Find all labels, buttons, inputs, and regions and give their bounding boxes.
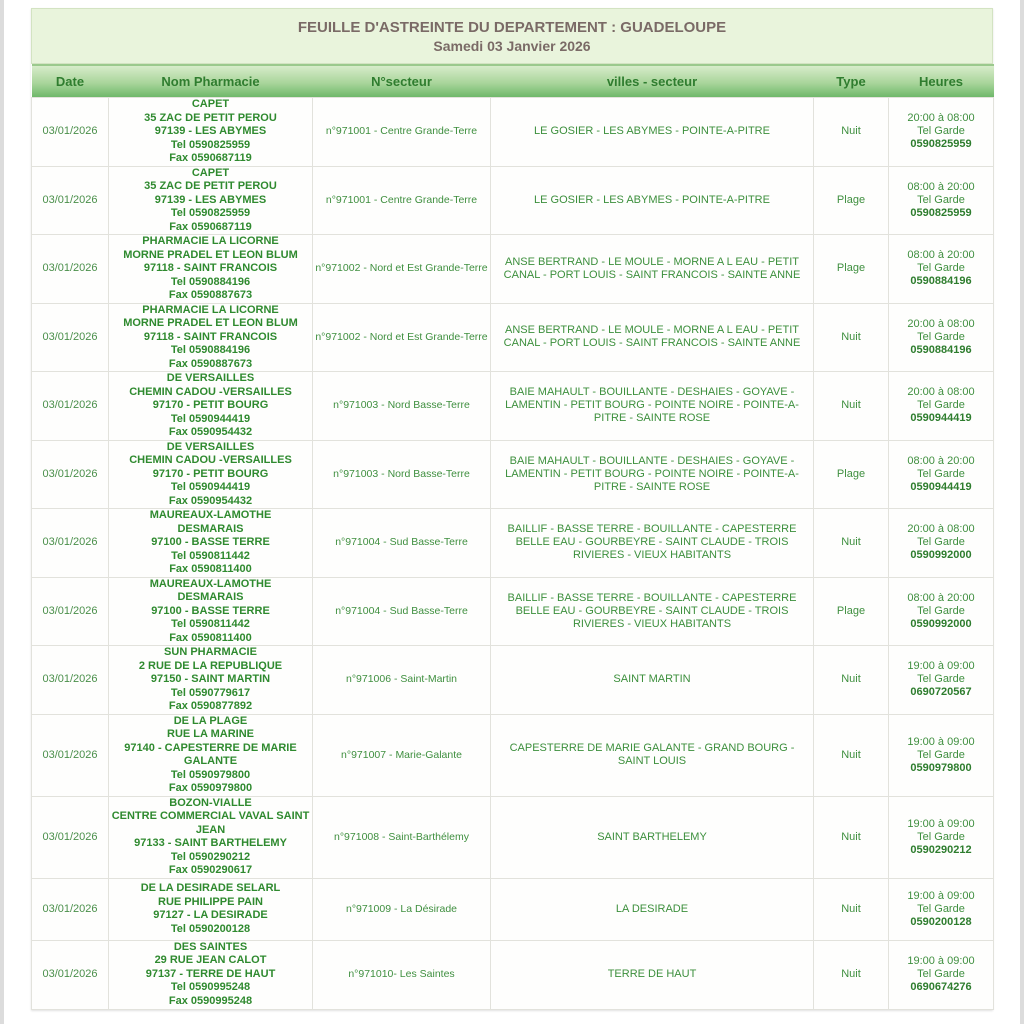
hours-range: 08:00 à 20:00 <box>907 454 975 467</box>
table-row <box>32 646 994 715</box>
tel-label: Tel Garde <box>917 125 965 138</box>
pharmacy-line: 97127 - LA DESIRADE <box>153 909 268 921</box>
col-header-hours: Heures <box>889 65 994 98</box>
on-call-phone: 0590944419 <box>910 412 972 425</box>
table-row <box>32 796 994 878</box>
cell-sector: n°971004 - Sud Basse-Terre <box>313 577 491 646</box>
pharmacy-line: Fax 0590887673 <box>168 357 253 370</box>
hours-range: 19:00 à 09:00 <box>907 817 975 830</box>
pharmacy-line: Tel 0590825959 <box>170 138 251 151</box>
pharmacy-line: DESMARAIS <box>177 522 244 535</box>
cell-sector: n°971001 - Centre Grande-Terre <box>313 166 491 235</box>
cell-pharmacy <box>109 796 313 878</box>
cell-pharmacy <box>109 878 313 940</box>
cell-sector: n°971008 - Saint-Barthélemy <box>313 796 491 878</box>
page-title: FEUILLE D'ASTREINTE DU DEPARTEMENT : GUADELOUPE <box>297 19 727 36</box>
pharmacy-line: DESMARAIS <box>177 591 244 603</box>
pharmacy-line: PHARMACIE LA LICORNE <box>142 303 279 316</box>
cell-pharmacy <box>109 166 313 235</box>
cell-sector: n°971001 - Centre Grande-Terre <box>313 98 491 167</box>
pharmacy-line: Tel 0590779617 <box>170 686 251 699</box>
pharmacy-line: 2 RUE DE LA REPUBLIQUE <box>138 659 283 672</box>
pharmacy-line: Fax 0590877892 <box>168 700 253 712</box>
cell-date: 03/01/2026 <box>32 796 109 878</box>
pharmacy-line: 97139 - LES ABYMES <box>154 125 267 137</box>
cell-pharmacy <box>109 509 313 578</box>
cell-hours <box>889 714 994 796</box>
cell-hours <box>889 878 994 940</box>
tel-label: Tel Garde <box>917 902 965 915</box>
cell-towns: LE GOSIER - LES ABYMES - POINTE-A-PITRE <box>491 166 814 235</box>
pharmacy-line: PHARMACIE LA LICORNE <box>142 235 279 247</box>
pharmacy-line: CAPET <box>191 166 230 179</box>
pharmacy-line: 97100 - BASSE TERRE <box>151 536 270 548</box>
cell-pharmacy <box>109 372 313 441</box>
pharmacy-line: MORNE PRADEL ET LEON BLUM <box>123 248 298 261</box>
table-row <box>32 878 994 940</box>
pharmacy-line: DE VERSAILLES <box>166 440 255 453</box>
cell-pharmacy <box>109 940 313 1009</box>
cell-towns: BAIE MAHAULT - BOUILLANTE - DESHAIES - GOYAVE - LAMENTIN - PETIT BOURG - POINTE NOIRE - POINTE-A-PITRE - SAINTE ROSE <box>491 372 814 441</box>
col-header-date: Date <box>32 65 109 98</box>
cell-date: 03/01/2026 <box>32 98 109 167</box>
tel-label: Tel Garde <box>917 604 965 617</box>
cell-type: Nuit <box>814 372 889 441</box>
pharmacy-line: RUE LA MARINE <box>167 728 254 740</box>
cell-type: Nuit <box>814 796 889 878</box>
cell-sector: n°971006 - Saint-Martin <box>313 646 491 715</box>
cell-date: 03/01/2026 <box>32 303 109 372</box>
pharmacy-line: RUE PHILIPPE PAIN <box>158 895 263 908</box>
on-call-phone: 0590200128 <box>910 915 972 928</box>
pharmacy-line: Fax 0590687119 <box>169 152 252 164</box>
table-row <box>32 509 994 578</box>
pharmacy-line: 97139 - LES ABYMES <box>154 193 267 206</box>
pharmacy-line: Tel 0590979800 <box>170 768 251 781</box>
pharmacy-line: Tel 0590995248 <box>170 981 251 994</box>
table-header-row <box>32 65 994 98</box>
table-row <box>32 440 994 509</box>
table-row <box>32 577 994 646</box>
on-call-phone: 0590992000 <box>910 617 972 630</box>
pharmacy-line: 35 ZAC DE PETIT PEROU <box>144 180 277 192</box>
cell-towns: SAINT MARTIN <box>491 646 814 715</box>
cell-hours <box>889 235 994 304</box>
on-call-phone: 0590944419 <box>910 480 972 493</box>
tel-label: Tel Garde <box>917 330 965 343</box>
pharmacy-line: MAUREAUX-LAMOTHE <box>149 577 272 590</box>
pharmacy-table <box>31 64 994 1010</box>
on-call-phone: 0690674276 <box>910 981 972 993</box>
cell-type: Nuit <box>814 98 889 167</box>
on-call-phone: 0590884196 <box>910 343 972 356</box>
pharmacy-line: 97118 - SAINT FRANCOIS <box>143 262 278 274</box>
cell-sector: n°971007 - Marie-Galante <box>313 714 491 796</box>
cell-date: 03/01/2026 <box>32 509 109 578</box>
cell-date: 03/01/2026 <box>32 940 109 1009</box>
tel-label: Tel Garde <box>917 467 965 480</box>
pharmacy-line: 97100 - BASSE TERRE <box>151 604 270 617</box>
cell-sector: n°971010- Les Saintes <box>313 940 491 1009</box>
cell-type: Plage <box>814 166 889 235</box>
pharmacy-line: 29 RUE JEAN CALOT <box>154 954 267 967</box>
pharmacy-line: Tel 0590811442 <box>171 549 250 562</box>
table-row <box>32 303 994 372</box>
cell-hours <box>889 940 994 1009</box>
cell-date: 03/01/2026 <box>32 372 109 441</box>
col-header-towns: villes - secteur <box>491 65 814 98</box>
cell-hours <box>889 646 994 715</box>
cell-towns: BAILLIF - BASSE TERRE - BOUILLANTE - CAPESTERRE BELLE EAU - GOURBEYRE - SAINT CLAUDE - TROIS RIVIERES - VIEUX HABITANTS <box>491 509 814 578</box>
pharmacy-line: DE LA DESIRADE SELARL <box>140 882 281 894</box>
cell-sector: n°971003 - Nord Basse-Terre <box>313 440 491 509</box>
cell-hours <box>889 577 994 646</box>
pharmacy-line: 97140 - CAPESTERRE DE MARIE GALANTE <box>124 741 297 767</box>
on-call-phone: 0590992000 <box>910 549 972 562</box>
hours-range: 08:00 à 20:00 <box>907 249 975 262</box>
pharmacy-line: Tel 0590825959 <box>170 207 251 219</box>
pharmacy-line: CHEMIN CADOU -VERSAILLES <box>129 385 292 398</box>
cell-pharmacy <box>109 440 313 509</box>
col-header-type: Type <box>814 65 889 98</box>
cell-towns: LE GOSIER - LES ABYMES - POINTE-A-PITRE <box>491 98 814 167</box>
hours-range: 20:00 à 08:00 <box>907 523 975 536</box>
on-call-phone: 0690720567 <box>910 686 972 699</box>
col-header-sector: N°secteur <box>313 65 491 98</box>
cell-towns: TERRE DE HAUT <box>491 940 814 1009</box>
pharmacy-line: 35 ZAC DE PETIT PEROU <box>144 111 277 124</box>
cell-sector: n°971002 - Nord et Est Grande-Terre <box>313 235 491 304</box>
pharmacy-line: MAUREAUX-LAMOTHE <box>149 509 272 521</box>
cell-pharmacy <box>109 646 313 715</box>
page-edge-left <box>0 0 4 1024</box>
sheet-header <box>31 8 993 64</box>
cell-type: Nuit <box>814 940 889 1009</box>
pharmacy-line: Tel 0590944419 <box>170 412 251 425</box>
pharmacy-line: Fax 0590687119 <box>169 220 252 233</box>
tel-label: Tel Garde <box>917 830 965 843</box>
cell-hours <box>889 509 994 578</box>
pharmacy-line: Tel 0590290212 <box>170 850 251 863</box>
pharmacy-line: SUN PHARMACIE <box>164 646 257 658</box>
pharmacy-line: 97150 - SAINT MARTIN <box>150 673 271 685</box>
hours-range: 19:00 à 09:00 <box>907 889 975 902</box>
table-row <box>32 98 994 167</box>
cell-date: 03/01/2026 <box>32 646 109 715</box>
cell-towns: BAILLIF - BASSE TERRE - BOUILLANTE - CAPESTERRE BELLE EAU - GOURBEYRE - SAINT CLAUDE - TROIS RIVIERES - VIEUX HABITANTS <box>491 577 814 646</box>
cell-date: 03/01/2026 <box>32 235 109 304</box>
on-call-phone: 0590825959 <box>910 138 972 151</box>
pharmacy-line: Fax 0590954432 <box>168 494 253 507</box>
pharmacy-line: Fax 0590811400 <box>169 631 252 644</box>
cell-hours <box>889 440 994 509</box>
tel-label: Tel Garde <box>917 968 965 980</box>
on-call-phone: 0590884196 <box>910 275 972 288</box>
cell-pharmacy <box>109 577 313 646</box>
cell-date: 03/01/2026 <box>32 714 109 796</box>
cell-type: Plage <box>814 440 889 509</box>
col-header-pharmacy: Nom Pharmacie <box>109 65 313 98</box>
tel-label: Tel Garde <box>917 262 965 275</box>
cell-hours <box>889 166 994 235</box>
cell-towns: CAPESTERRE DE MARIE GALANTE - GRAND BOURG - SAINT LOUIS <box>491 714 814 796</box>
on-call-phone: 0590825959 <box>910 206 972 219</box>
cell-hours <box>889 303 994 372</box>
cell-type: Nuit <box>814 509 889 578</box>
table-row <box>32 940 994 1009</box>
cell-date: 03/01/2026 <box>32 166 109 235</box>
pharmacy-line: Fax 0590979800 <box>168 782 253 794</box>
pharmacy-line: 97137 - TERRE DE HAUT <box>145 967 276 980</box>
pharmacy-line: Tel 0590200128 <box>170 922 251 935</box>
hours-range: 08:00 à 20:00 <box>907 591 975 604</box>
pharmacy-line: Tel 0590811442 <box>171 618 250 630</box>
on-call-phone: 0590290212 <box>910 843 972 856</box>
cell-towns: ANSE BERTRAND - LE MOULE - MORNE A L EAU - PETIT CANAL - PORT LOUIS - SAINT FRANCOIS - SAINTE ANNE <box>491 303 814 372</box>
cell-hours <box>889 98 994 167</box>
pharmacy-line: DE LA PLAGE <box>173 714 248 727</box>
hours-range: 20:00 à 08:00 <box>907 112 975 125</box>
pharmacy-line: DES SAINTES <box>173 940 248 953</box>
pharmacy-line: Fax 0590954432 <box>168 426 253 438</box>
tel-label: Tel Garde <box>917 748 965 761</box>
cell-type: Nuit <box>814 646 889 715</box>
cell-date: 03/01/2026 <box>32 577 109 646</box>
cell-date: 03/01/2026 <box>32 878 109 940</box>
table-row <box>32 166 994 235</box>
pharmacy-line: 97118 - SAINT FRANCOIS <box>143 330 278 343</box>
hours-range: 19:00 à 09:00 <box>907 735 975 748</box>
cell-pharmacy <box>109 235 313 304</box>
hours-range: 19:00 à 09:00 <box>907 660 975 673</box>
table-row <box>32 372 994 441</box>
pharmacy-line: 97170 - PETIT BOURG <box>152 467 269 480</box>
pharmacy-line: CHEMIN CADOU -VERSAILLES <box>129 454 292 466</box>
cell-pharmacy <box>109 303 313 372</box>
pharmacy-line: CENTRE COMMERCIAL VAVAL SAINT JEAN <box>111 810 310 836</box>
tel-label: Tel Garde <box>917 399 965 412</box>
cell-pharmacy <box>109 714 313 796</box>
cell-type: Plage <box>814 577 889 646</box>
cell-type: Nuit <box>814 714 889 796</box>
on-call-phone: 0590979800 <box>910 761 972 774</box>
page-subtitle: Samedi 03 Janvier 2026 <box>433 38 591 54</box>
cell-pharmacy <box>109 98 313 167</box>
pharmacy-line: 97133 - SAINT BARTHELEMY <box>134 837 287 849</box>
pharmacy-line: Fax 0590887673 <box>168 289 253 301</box>
pharmacy-line: MORNE PRADEL ET LEON BLUM <box>123 317 298 329</box>
cell-sector: n°971002 - Nord et Est Grande-Terre <box>313 303 491 372</box>
tel-label: Tel Garde <box>917 536 965 549</box>
cell-hours <box>889 796 994 878</box>
cell-date: 03/01/2026 <box>32 440 109 509</box>
cell-type: Plage <box>814 235 889 304</box>
pharmacy-line: Tel 0590884196 <box>170 344 251 356</box>
cell-hours <box>889 372 994 441</box>
cell-towns: ANSE BERTRAND - LE MOULE - MORNE A L EAU - PETIT CANAL - PORT LOUIS - SAINT FRANCOIS - SAINTE ANNE <box>491 235 814 304</box>
cell-type: Nuit <box>814 303 889 372</box>
tel-label: Tel Garde <box>917 193 965 206</box>
on-call-sheet <box>31 8 993 1010</box>
pharmacy-line: Fax 0590811400 <box>169 563 252 575</box>
pharmacy-line: Tel 0590884196 <box>170 275 251 288</box>
pharmacy-line: BOZON-VIALLE <box>169 796 252 809</box>
cell-towns: SAINT BARTHELEMY <box>491 796 814 878</box>
hours-range: 19:00 à 09:00 <box>907 955 975 967</box>
cell-sector: n°971003 - Nord Basse-Terre <box>313 372 491 441</box>
hours-range: 20:00 à 08:00 <box>907 317 975 330</box>
pharmacy-line: 97170 - PETIT BOURG <box>152 399 269 411</box>
table-body <box>32 98 994 1010</box>
page-edge-right <box>1020 0 1024 1024</box>
cell-towns: BAIE MAHAULT - BOUILLANTE - DESHAIES - GOYAVE - LAMENTIN - PETIT BOURG - POINTE NOIRE - POINTE-A-PITRE - SAINTE ROSE <box>491 440 814 509</box>
pharmacy-line: CAPET <box>191 98 230 110</box>
hours-range: 08:00 à 20:00 <box>907 180 975 193</box>
table-row <box>32 235 994 304</box>
cell-towns: LA DESIRADE <box>491 878 814 940</box>
cell-sector: n°971009 - La Désirade <box>313 878 491 940</box>
pharmacy-line: Fax 0590995248 <box>168 994 253 1007</box>
pharmacy-line: DE VERSAILLES <box>166 372 255 384</box>
cell-sector: n°971004 - Sud Basse-Terre <box>313 509 491 578</box>
tel-label: Tel Garde <box>917 673 965 686</box>
table-row <box>32 714 994 796</box>
pharmacy-line: Tel 0590944419 <box>170 481 251 493</box>
hours-range: 20:00 à 08:00 <box>907 386 975 399</box>
pharmacy-line: Fax 0590290617 <box>168 864 253 876</box>
cell-type: Nuit <box>814 878 889 940</box>
